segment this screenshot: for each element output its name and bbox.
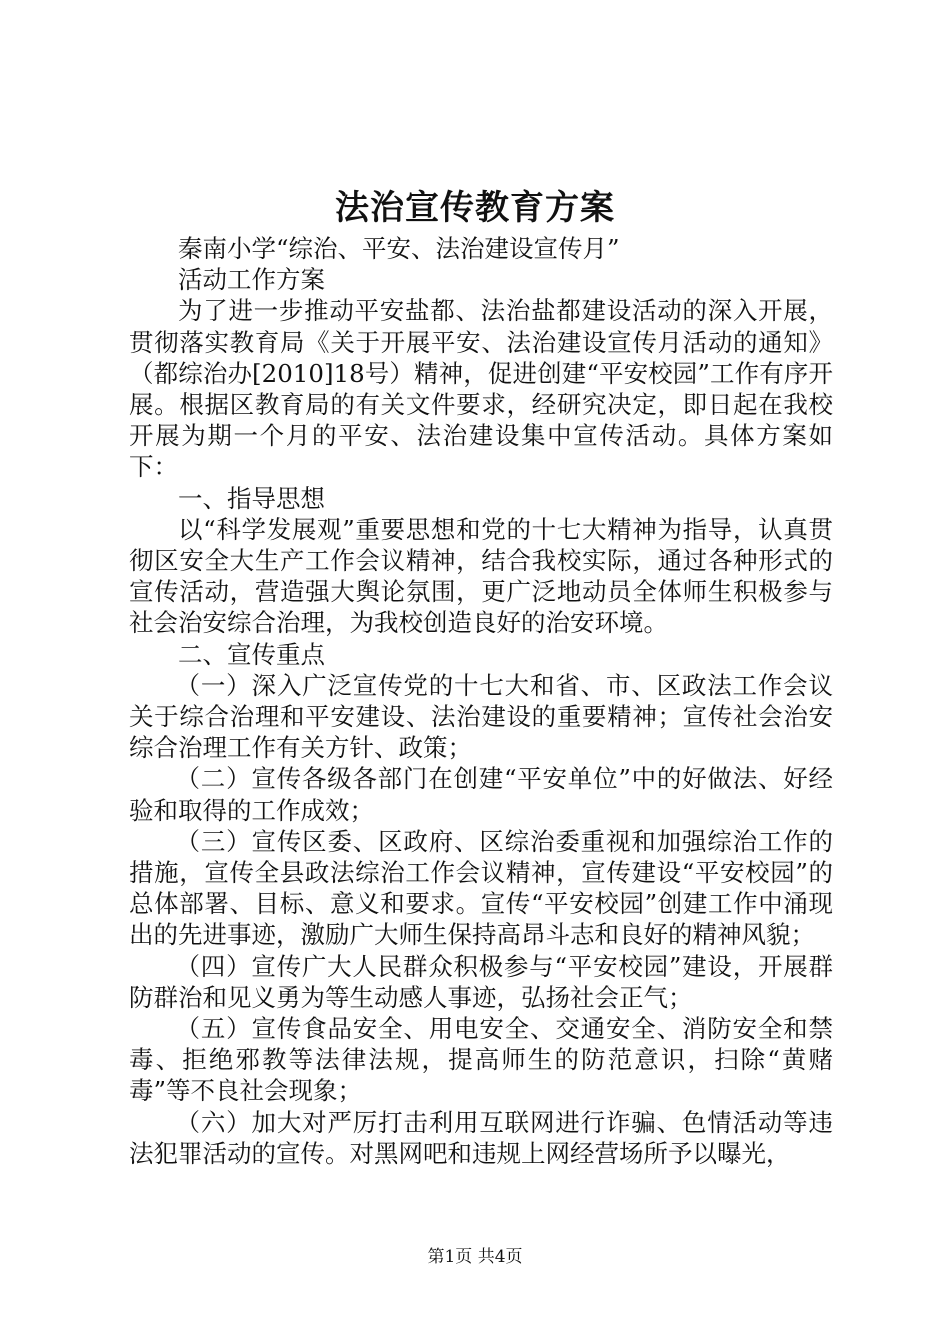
section-heading-guiding-ideology: 一、指导思想 bbox=[178, 483, 325, 513]
focus-item-4: （四）宣传广大人民群众积极参与“平安校园”建设，开展群防群治和见义勇为等生动感人事迹，弘扬社会正气； bbox=[129, 951, 833, 1012]
guiding-ideology-paragraph: 以“科学发展观”重要思想和党的十七大精神为指导，认真贯彻区安全大生产工作会议精神，结合我校实际，通过各种形式的宣传活动，营造强大舆论氛围，更广泛地动员全体师生积极参与社会治安综合治理，为我校创造良好的治安环境。 bbox=[129, 514, 833, 638]
focus-item-2: （二）宣传各级各部门在创建“平安单位”中的好做法、好经验和取得的工作成效； bbox=[129, 764, 833, 825]
section-heading-publicity-focus: 二、宣传重点 bbox=[178, 639, 325, 669]
intro-paragraph: 为了进一步推动平安盐都、法治盐都建设活动的深入开展，贯彻落实教育局《关于开展平安、法治建设宣传月活动的通知》（都综治办[2010]18号）精神，促进创建“平安校园”工作有序开展。根据区教育局的有关文件要求，经研究决定，即日起在我校开展为期一个月的平安、法治建设集中宣传活动。具体方案如下： bbox=[129, 296, 833, 482]
focus-item-5: （五）宣传食品安全、用电安全、交通安全、消防安全和禁毒、拒绝邪教等法律法规，提高师生的防范意识，扫除“黄赌毒”等不良社会现象； bbox=[129, 1014, 833, 1106]
page-footer: 第1页 共4页 bbox=[427, 1247, 523, 1267]
document-title: 法治宣传教育方案 bbox=[335, 188, 615, 228]
focus-item-1: （一）深入广泛宣传党的十七大和省、市、区政法工作会议关于综合治理和平安建设、法治建设的重要精神；宣传社会治安综合治理工作有关方针、政策； bbox=[129, 670, 833, 763]
subtitle-line-2: 活动工作方案 bbox=[178, 265, 325, 295]
document-body bbox=[129, 233, 833, 1169]
focus-item-6: （六）加大对严厉打击利用互联网进行诈骗、色情活动等违法犯罪活动的宣传。对黑网吧和违规上网经营场所予以曝光， bbox=[129, 1107, 833, 1168]
focus-item-3: （三）宣传区委、区政府、区综治委重视和加强综治工作的措施，宣传全县政法综治工作会议精神，宣传建设“平安校园”的总体部署、目标、意义和要求。宣传“平安校园”创建工作中涌现出的先进事迹，激励广大师生保持高昂斗志和良好的精神风貌； bbox=[129, 826, 833, 950]
subtitle-line-1: 秦南小学“综治、平安、法治建设宣传月” bbox=[178, 234, 620, 263]
